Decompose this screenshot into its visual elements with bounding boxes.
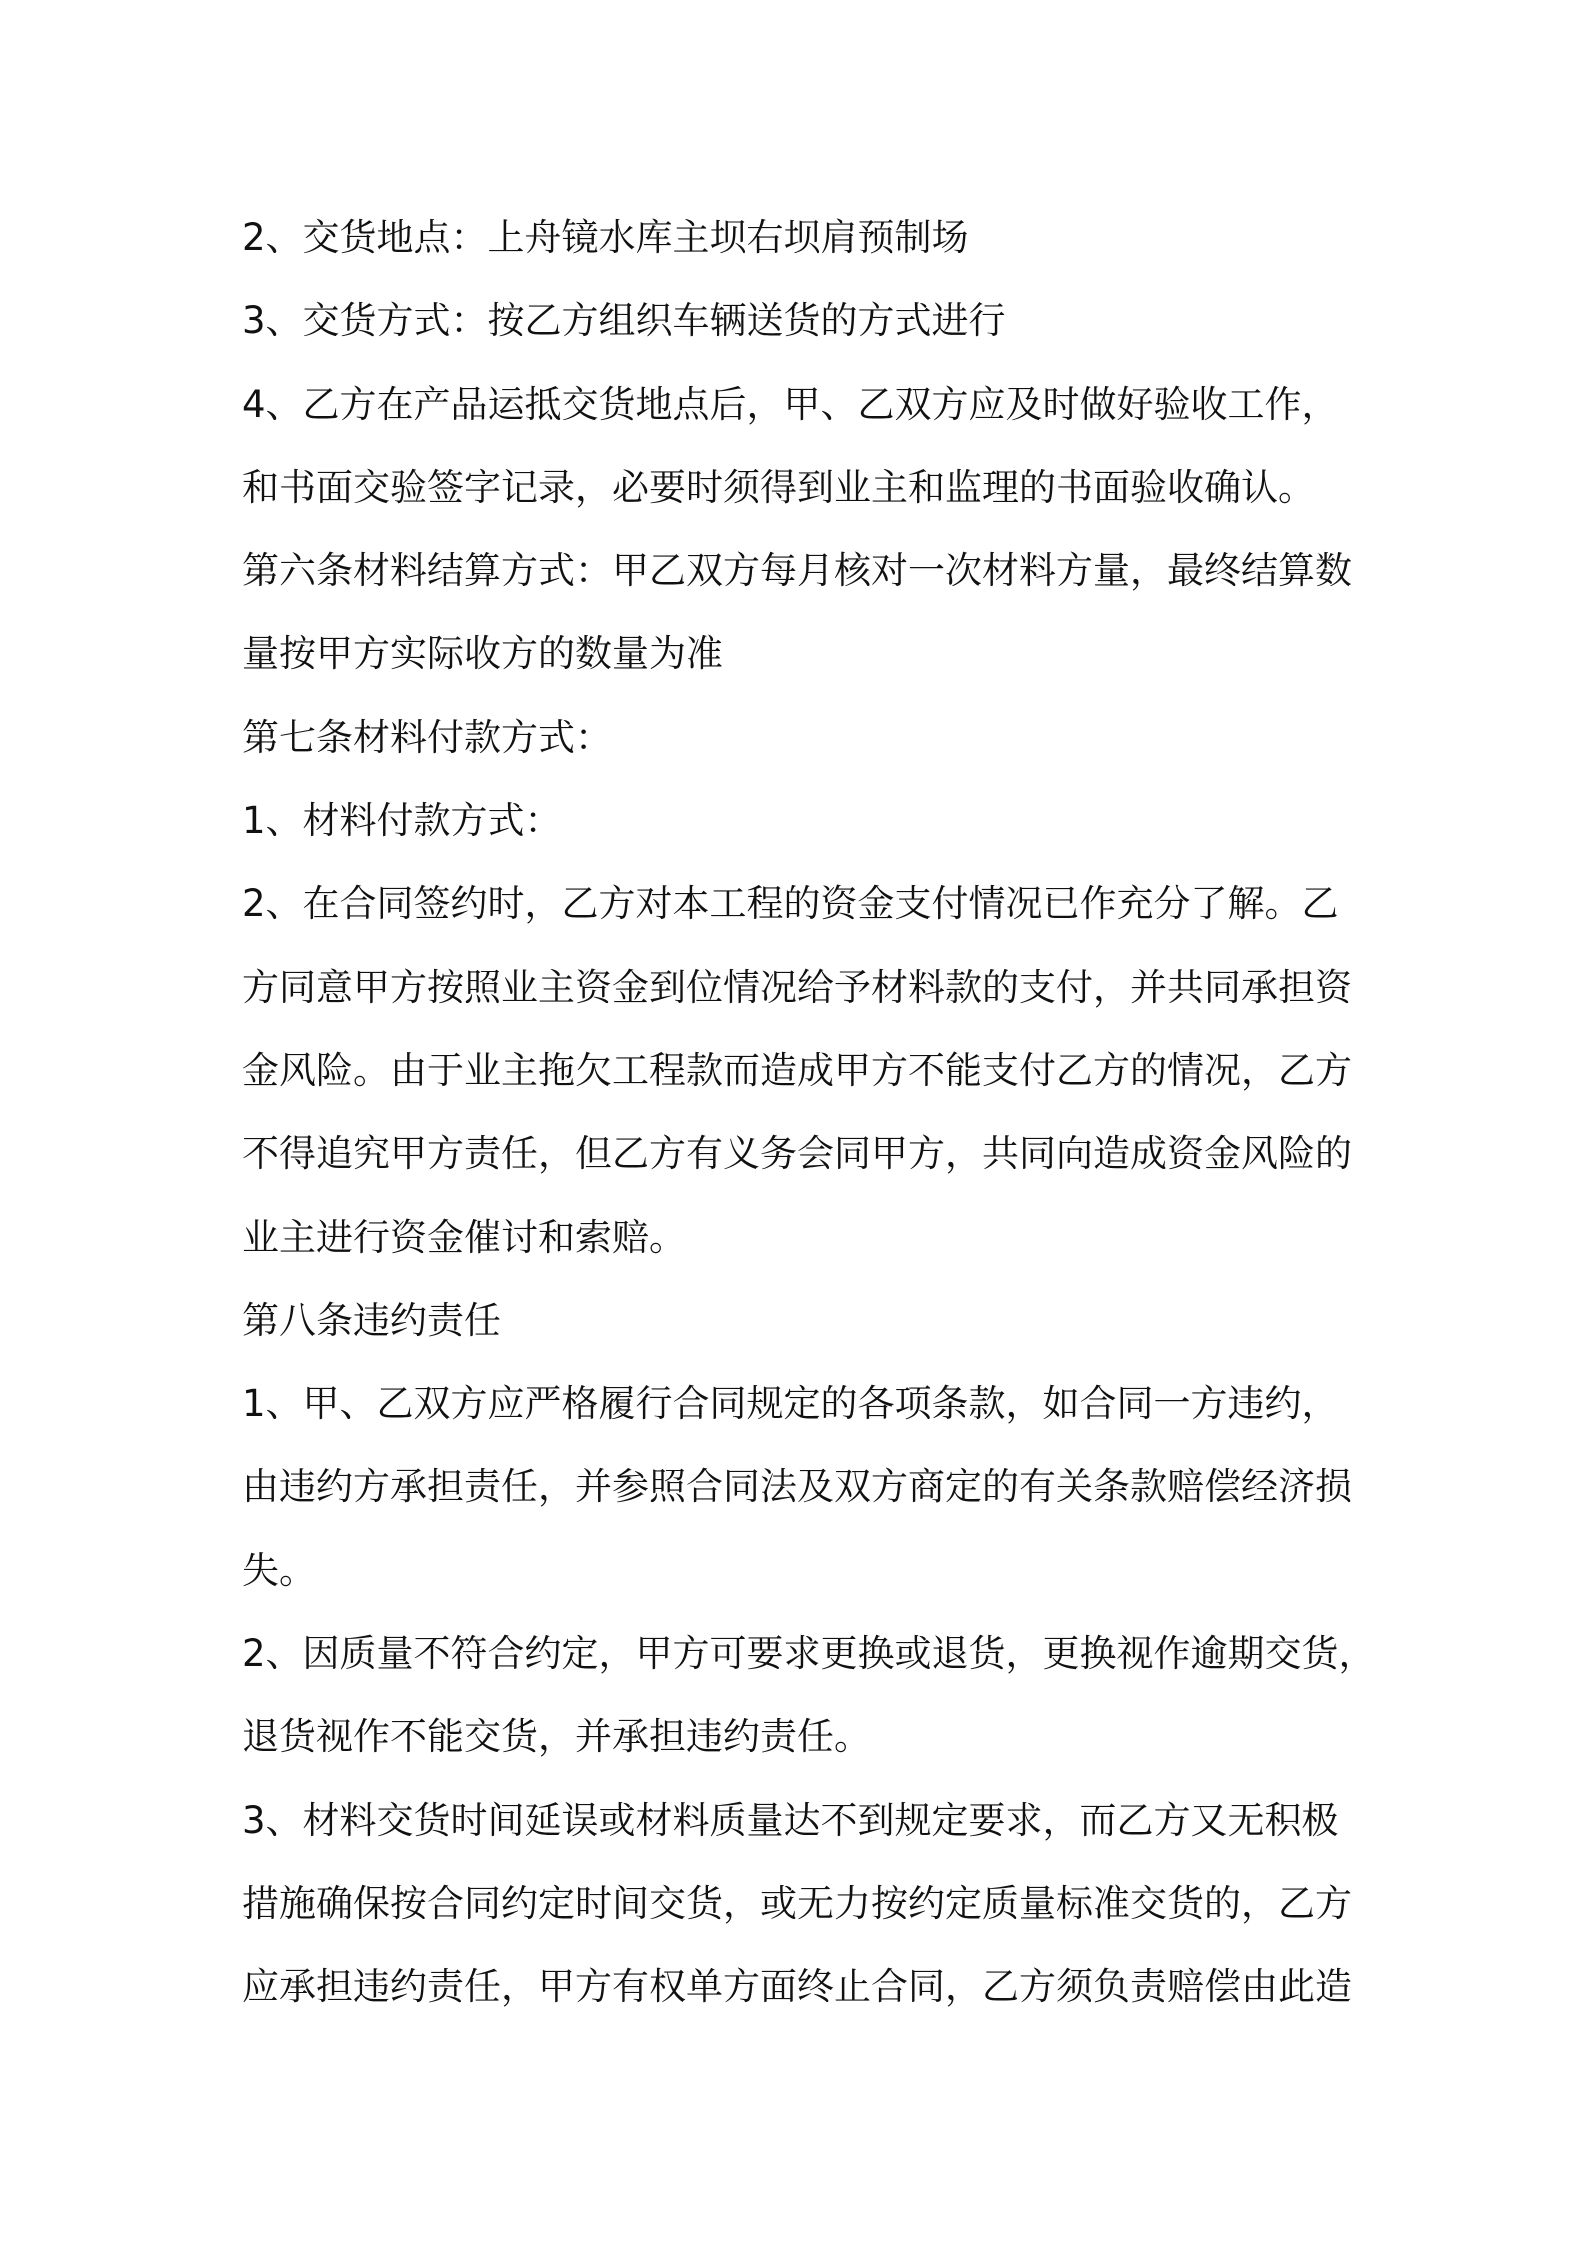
text-line: 方同意甲方按照业主资金到位情况给予材料款的支付，并共同承担资 [242,965,1352,1009]
text-line: 金风险。由于业主拖欠工程款而造成甲方不能支付乙方的情况，乙方 [242,1048,1352,1092]
section-heading: 第七条材料付款方式： [242,715,612,759]
text-line: 失。 [242,1548,316,1592]
text-line: 1、材料付款方式： [242,799,562,843]
text-line: 应承担违约责任，甲方有权单方面终止合同，乙方须负责赔偿由此造 [242,1965,1352,2009]
text-line: 由违约方承担责任，并参照合同法及双方商定的有关条款赔偿经济损 [242,1465,1352,1509]
text-line: 量按甲方实际收方的数量为准 [242,632,723,676]
text-line: 业主进行资金催讨和索赔。 [242,1215,686,1259]
text-line: 2、因质量不符合约定，甲方可要求更换或退货，更换视作逾期交货， [242,1632,1376,1676]
text-line: 4、乙方在产品运抵交货地点后，甲、乙双方应及时做好验收工作， [242,382,1339,426]
text-line: 退货视作不能交货，并承担违约责任。 [242,1715,871,1759]
text-line: 不得追究甲方责任，但乙方有义务会同甲方，共同向造成资金风险的 [242,1132,1352,1176]
text-line: 3、交货方式：按乙方组织车辆送货的方式进行 [242,299,1006,343]
text-line: 第六条材料结算方式：甲乙双方每月核对一次材料方量，最终结算数 [242,549,1352,593]
text-line: 2、交货地点：上舟镜水库主坝右坝肩预制场 [242,216,969,259]
text-line: 1、甲、乙双方应严格履行合同规定的各项条款，如合同一方违约， [242,1382,1339,1426]
section-heading: 第八条违约责任 [242,1298,501,1342]
text-line: 3、材料交货时间延误或材料质量达不到规定要求，而乙方又无积极 [242,1798,1339,1842]
document-body [242,196,1376,2029]
text-line: 和书面交验签字记录，必要时须得到业主和监理的书面验收确认。 [242,465,1315,509]
text-line: 措施确保按合同约定时间交货，或无力按约定质量标准交货的，乙方 [242,1881,1352,1925]
text-line: 2、在合同签约时，乙方对本工程的资金支付情况已作充分了解。乙 [242,882,1339,926]
